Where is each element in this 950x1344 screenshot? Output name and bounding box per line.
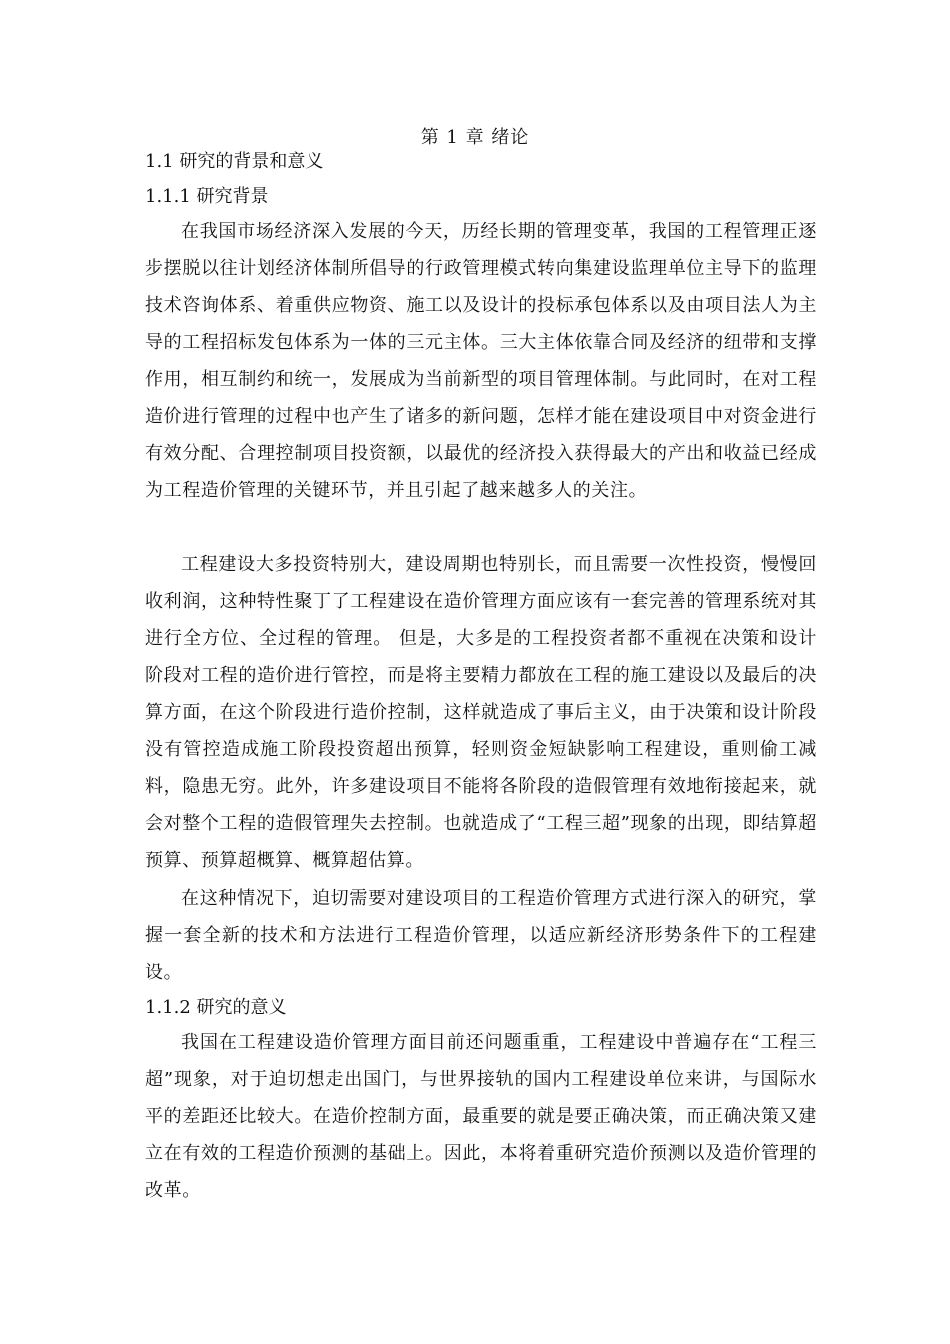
chapter-title: 第 1 章 绪论 [420, 127, 530, 148]
body-paragraph-3: 在这种情况下，迫切需要对建设项目的工程造价管理方式进行深入的研究，掌握一套全新的技术和方法进行工程造价管理，以适应新经济形势条件下的工程建设。 [145, 888, 817, 983]
section-heading-1-1-1: 1.1.1 研究背景 [145, 186, 269, 207]
body-paragraph-1: 在我国市场经济深入发展的今天，历经长期的管理变革，我国的工程管理正逐步摆脱以往计划经济体制所倡导的行政管理模式转向集建设监理单位主导下的监理技术咨询体系、着重供应物资、施工以及设计的投标承包体系以及由项目法人为主导的工程招标发包体系为一体的三元主体。三大主体依靠合同及经济的纽带和支撑作用，相互制约和统一，发展成为当前新型的项目管理体制。与此同时，在对工程造价进行管理的过程中也产生了诸多的新问题，怎样才能在建设项目中对资金进行有效分配、合理控制项目投资额，以最优的经济投入获得最大的产出和收益已经成为工程造价管理的关键环节，并且引起了越来越多人的关注。 [145, 221, 817, 501]
body-paragraph-2: 工程建设大多投资特别大，建设周期也特别长，而且需要一次性投资，慢慢回收利润，这种特性聚丁了工程建设在造价管理方面应该有一套完善的管理系统对其进行全方位、全过程的管理。 但是，大多是的工程投资者都不重视在决策和设计阶段对工程的造价进行管控，而是将主要精力都放在工程的施工建设以及最后的决算方面，在这个阶段进行造价控制，这样就造成了事后主义，由于决策和设计阶段没有管控造成施工阶段投资超出预算，轻则资金短缺影响工程建设，重则偷工减料，隐患无穷。此外，许多建设项目不能将各阶段的造假管理有效地衔接起来，就会对整个工程的造假管理失去控制。也就造成了“工程三超”现象的出现，即结算超预算、预算超概算、概算超估算。 [145, 554, 817, 871]
section-heading-1-1-2: 1.1.2 研究的意义 [145, 997, 287, 1018]
body-paragraph-4: 我国在工程建设造价管理方面目前还问题重重，工程建设中普遍存在“工程三超”现象，对于迫切想走出国门，与世界接轨的国内工程建设单位来讲，与国际水平的差距还比较大。在造价控制方面，最重要的就是要正确决策，而正确决策又建立在有效的工程造价预测的基础上。因此，本将着重研究造价预测以及造价管理的改革。 [145, 1032, 817, 1201]
section-heading-1-1: 1.1 研究的背景和意义 [145, 151, 324, 172]
